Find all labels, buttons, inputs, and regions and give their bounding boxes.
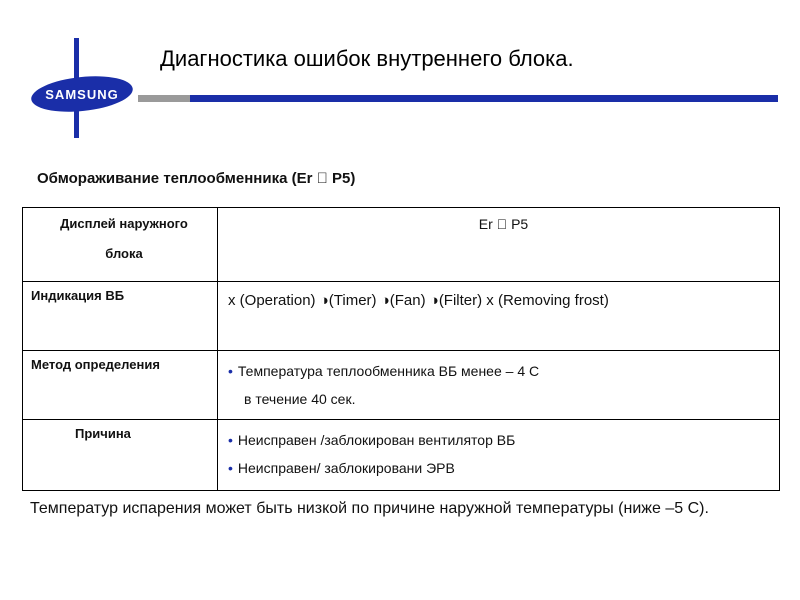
list-item: • Температура теплообменника ВБ менее – 4 С [228,363,540,379]
list-item: • Неисправен/ заблокировани ЭРВ [228,460,455,476]
row-value [218,282,780,351]
section-subtitle: Обмораживание теплообменника (Er P5) [37,170,340,187]
label-line: блока [105,246,143,261]
page-title: Диагностика ошибок внутреннего блока. [160,46,574,71]
error-code: Er P5 [485,216,521,232]
decor-blue-bar [190,95,778,102]
row-label [23,208,218,282]
row-label [23,420,218,491]
list-item: • Неисправен /заблокирован вентилятор ВБ [228,432,516,448]
decor-grey-bar [138,95,190,102]
samsung-logo [30,75,134,113]
error-table [22,207,780,491]
table-row [23,282,780,351]
table-row [23,420,780,491]
row-value [218,420,780,491]
bullet-icon: • [228,460,233,476]
row-label: Метод определения [23,351,218,420]
label-line: Дисплей наружного [60,216,188,231]
row-label: Индикация ВБ [23,282,218,351]
indicator-states: x (Operation) ◑(Timer) ◑(Fan) ◑(Filter) x (Removing frost) [228,292,609,309]
bullet-icon: • [228,363,233,379]
logo-text: SAMSUNG [45,87,119,102]
table-row [23,208,780,282]
row-value [218,208,780,282]
table-row [23,351,780,420]
row-value [218,351,780,420]
label-text: Причина [75,426,131,441]
footnote: Температур испарения может быть низкой по причине наружной температуры (ниже –5 С). [30,500,709,517]
bullet-icon: • [228,432,233,448]
list-item-continuation: в течение 40 сек. [244,391,356,407]
